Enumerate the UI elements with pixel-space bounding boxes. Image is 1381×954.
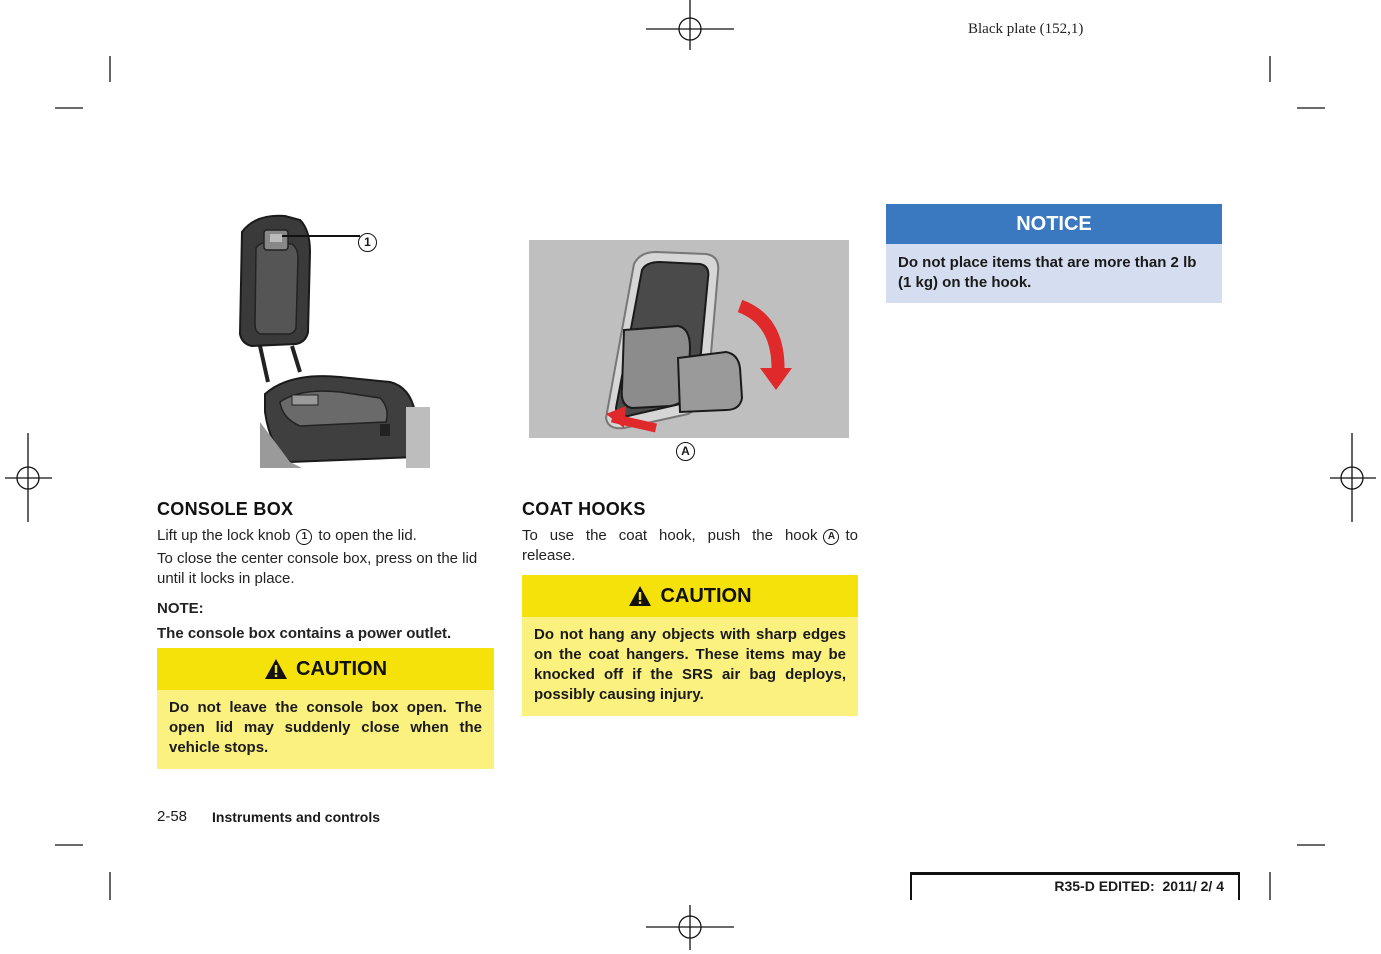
coat-hooks-heading: COAT HOOKS — [522, 499, 646, 519]
console-box-illustration — [230, 212, 430, 468]
coat-hooks-para — [522, 526, 858, 566]
callout-marker-1: 1 — [358, 233, 377, 252]
note-label: NOTE: — [157, 600, 204, 617]
para-text: To use the coat hook, push the hook — [522, 527, 818, 544]
caution-body-middle: Do not hang any objects with sharp edges on the coat hangers. These items may be knocked off if the SRS air bag deploys, possibly causing injury. — [522, 617, 858, 716]
notice-header — [886, 204, 1222, 244]
note-text: The console box contains a power outlet. — [157, 625, 452, 642]
console-box-drawing — [230, 212, 430, 468]
callout-leader-line — [282, 235, 360, 237]
plate-label: Black plate (152,1) — [968, 21, 1084, 37]
para-text: Lift up the lock knob — [157, 527, 291, 544]
inline-marker-a: A — [823, 529, 839, 545]
caution-title: CAUTION — [660, 584, 752, 607]
warning-triangle-icon — [628, 585, 652, 607]
caution-title: CAUTION — [295, 657, 388, 680]
console-box-para-2: To close the center console box, press on the lid until it locks in place. — [157, 550, 478, 587]
inline-marker-1: 1 — [296, 529, 312, 545]
coat-hook-illustration — [528, 238, 850, 464]
page-number: 2-58 — [157, 808, 188, 825]
caution-header-left — [157, 648, 494, 690]
console-box-heading: CONSOLE BOX — [157, 499, 294, 519]
edit-stamp: R35-D EDITED: 2011/ 2/ 4 — [910, 872, 1240, 900]
section-title: Instruments and controls — [212, 809, 381, 825]
console-box-para-1 — [157, 526, 495, 546]
coat-hook-drawing — [528, 238, 850, 464]
para-text: to open the lid. — [318, 527, 417, 544]
warning-triangle-icon — [264, 658, 288, 680]
notice-body: Do not place items that are more than 2 lb (1 kg) on the hook. — [886, 244, 1222, 303]
para-text: to release. — [522, 527, 858, 564]
notice-title: NOTICE — [1016, 212, 1092, 235]
callout-marker-a: A — [676, 442, 695, 461]
caution-body-left: Do not leave the console box open. The open lid may suddenly close when the vehicle stops. — [157, 690, 494, 769]
caution-header-middle — [522, 575, 858, 617]
